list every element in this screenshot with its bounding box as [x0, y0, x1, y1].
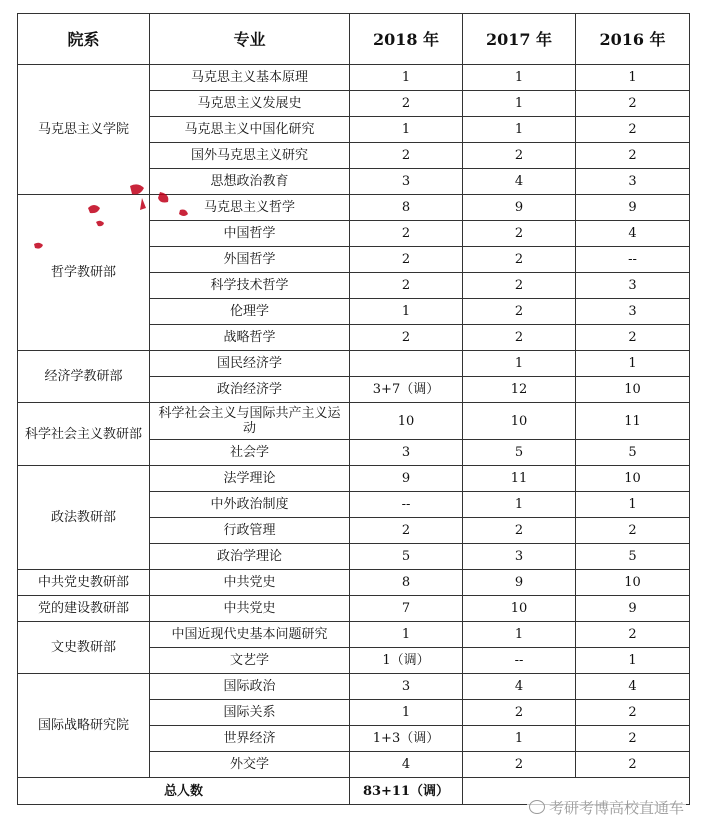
- value-2017-cell: 2: [463, 247, 576, 273]
- value-2016-cell: 3: [576, 169, 690, 195]
- major-cell: 行政管理: [150, 518, 350, 544]
- major-cell: 社会学: [150, 440, 350, 466]
- watermark: [527, 797, 686, 818]
- dept-cell: 科学社会主义教研部: [18, 403, 150, 466]
- major-cell: 战略哲学: [150, 325, 350, 351]
- value-2016-cell: 2: [576, 700, 690, 726]
- dept-cell: 文史教研部: [18, 622, 150, 674]
- value-2018-cell: 3: [350, 440, 463, 466]
- value-2018-cell: 3: [350, 674, 463, 700]
- value-2018-cell: 8: [350, 195, 463, 221]
- value-2016-cell: 2: [576, 622, 690, 648]
- value-2018-cell: 1: [350, 700, 463, 726]
- value-2016-cell: 5: [576, 440, 690, 466]
- value-2018-cell: 2: [350, 143, 463, 169]
- value-2016-cell: 2: [576, 91, 690, 117]
- value-2017-cell: 2: [463, 518, 576, 544]
- dept-cell: 马克思主义学院: [18, 65, 150, 195]
- major-cell: 马克思主义基本原理: [150, 65, 350, 91]
- value-2017-cell: 2: [463, 752, 576, 778]
- major-cell: 科学技术哲学: [150, 273, 350, 299]
- value-2016-cell: 2: [576, 726, 690, 752]
- value-2016-cell: 9: [576, 596, 690, 622]
- dept-cell: 经济学教研部: [18, 351, 150, 403]
- value-2016-cell: 10: [576, 466, 690, 492]
- major-cell: 外国哲学: [150, 247, 350, 273]
- major-cell: 中外政治制度: [150, 492, 350, 518]
- value-2017-cell: 1: [463, 65, 576, 91]
- major-cell: 国际政治: [150, 674, 350, 700]
- value-2018-cell: 9: [350, 466, 463, 492]
- value-2018-cell: 3: [350, 169, 463, 195]
- value-2016-cell: 1: [576, 648, 690, 674]
- major-cell: 政治经济学: [150, 377, 350, 403]
- value-2018-cell: 1: [350, 299, 463, 325]
- value-2018-cell: 1（调）: [350, 648, 463, 674]
- value-2018-cell: 2: [350, 91, 463, 117]
- major-cell: 法学理论: [150, 466, 350, 492]
- value-2016-cell: 2: [576, 752, 690, 778]
- value-2017-cell: 2: [463, 299, 576, 325]
- value-2016-cell: 2: [576, 117, 690, 143]
- value-2018-cell: 1: [350, 622, 463, 648]
- value-2016-cell: 2: [576, 143, 690, 169]
- value-2018-cell: 2: [350, 273, 463, 299]
- major-cell: 国民经济学: [150, 351, 350, 377]
- total-label: 总人数: [18, 778, 350, 805]
- table-row: [18, 65, 690, 91]
- table-row: [18, 622, 690, 648]
- value-2017-cell: 12: [463, 377, 576, 403]
- value-2017-cell: 1: [463, 117, 576, 143]
- value-2018-cell: 1: [350, 65, 463, 91]
- value-2017-cell: 2: [463, 221, 576, 247]
- value-2018-cell: 8: [350, 570, 463, 596]
- value-2017-cell: 10: [463, 596, 576, 622]
- value-2017-cell: 10: [463, 403, 576, 440]
- value-2018-cell: 3+7（调）: [350, 377, 463, 403]
- value-2018-cell: --: [350, 492, 463, 518]
- value-2017-cell: 1: [463, 622, 576, 648]
- major-cell: 国际关系: [150, 700, 350, 726]
- major-cell: 马克思主义中国化研究: [150, 117, 350, 143]
- major-cell: 世界经济: [150, 726, 350, 752]
- value-2017-cell: 1: [463, 351, 576, 377]
- major-cell: 文艺学: [150, 648, 350, 674]
- major-cell: 思想政治教育: [150, 169, 350, 195]
- admissions-table: [17, 13, 690, 805]
- header-dept: 院系: [18, 14, 150, 65]
- major-cell: 伦理学: [150, 299, 350, 325]
- value-2016-cell: 1: [576, 492, 690, 518]
- header-2017: 2017 年: [463, 14, 576, 65]
- major-cell: 马克思主义哲学: [150, 195, 350, 221]
- table-body: [18, 65, 690, 805]
- value-2017-cell: 1: [463, 726, 576, 752]
- value-2018-cell: 7: [350, 596, 463, 622]
- table-row: [18, 466, 690, 492]
- value-2018-cell: 5: [350, 544, 463, 570]
- table-row: [18, 570, 690, 596]
- table-row: [18, 351, 690, 377]
- header-2018: 2018 年: [350, 14, 463, 65]
- total-2018: 83+11（调）: [350, 778, 463, 805]
- value-2018-cell: 10: [350, 403, 463, 440]
- value-2017-cell: 2: [463, 700, 576, 726]
- value-2016-cell: 10: [576, 570, 690, 596]
- major-cell: 外交学: [150, 752, 350, 778]
- value-2016-cell: 4: [576, 221, 690, 247]
- value-2016-cell: 10: [576, 377, 690, 403]
- value-2017-cell: 11: [463, 466, 576, 492]
- value-2016-cell: 1: [576, 65, 690, 91]
- dept-cell: 国际战略研究院: [18, 674, 150, 778]
- value-2016-cell: 4: [576, 674, 690, 700]
- value-2017-cell: 2: [463, 143, 576, 169]
- dept-cell: 中共党史教研部: [18, 570, 150, 596]
- major-cell: 中共党史: [150, 570, 350, 596]
- value-2016-cell: 3: [576, 273, 690, 299]
- value-2016-cell: 9: [576, 195, 690, 221]
- value-2016-cell: 5: [576, 544, 690, 570]
- value-2018-cell: 2: [350, 221, 463, 247]
- header-major: 专业: [150, 14, 350, 65]
- value-2018-cell: 2: [350, 325, 463, 351]
- value-2017-cell: 3: [463, 544, 576, 570]
- value-2016-cell: 11: [576, 403, 690, 440]
- major-cell: 政治学理论: [150, 544, 350, 570]
- table-row: [18, 596, 690, 622]
- value-2016-cell: --: [576, 247, 690, 273]
- value-2018-cell: 4: [350, 752, 463, 778]
- major-cell: 中国哲学: [150, 221, 350, 247]
- value-2017-cell: --: [463, 648, 576, 674]
- value-2017-cell: 9: [463, 195, 576, 221]
- header-row: [18, 14, 690, 65]
- value-2018-cell: 2: [350, 247, 463, 273]
- value-2017-cell: 2: [463, 273, 576, 299]
- major-cell: 中国近现代史基本问题研究: [150, 622, 350, 648]
- value-2016-cell: 1: [576, 351, 690, 377]
- table-row: [18, 195, 690, 221]
- value-2016-cell: 2: [576, 518, 690, 544]
- dept-cell: 哲学教研部: [18, 195, 150, 351]
- header-2016: 2016 年: [576, 14, 690, 65]
- value-2017-cell: 1: [463, 492, 576, 518]
- value-2016-cell: 2: [576, 325, 690, 351]
- value-2016-cell: 3: [576, 299, 690, 325]
- value-2018-cell: 1: [350, 117, 463, 143]
- major-cell: 中共党史: [150, 596, 350, 622]
- table-row: [18, 403, 690, 440]
- value-2017-cell: 2: [463, 325, 576, 351]
- dept-cell: 政法教研部: [18, 466, 150, 570]
- value-2017-cell: 4: [463, 674, 576, 700]
- major-cell: 马克思主义发展史: [150, 91, 350, 117]
- watermark-text: 考研考博高校直通车: [548, 799, 684, 817]
- major-cell: 科学社会主义与国际共产主义运动: [150, 403, 350, 440]
- dept-cell: 党的建设教研部: [18, 596, 150, 622]
- value-2017-cell: 5: [463, 440, 576, 466]
- wechat-icon: [529, 800, 545, 814]
- value-2018-cell: 1+3（调）: [350, 726, 463, 752]
- table-row: [18, 674, 690, 700]
- value-2017-cell: 1: [463, 91, 576, 117]
- major-cell: 国外马克思主义研究: [150, 143, 350, 169]
- value-2017-cell: 9: [463, 570, 576, 596]
- value-2017-cell: 4: [463, 169, 576, 195]
- value-2018-cell: [350, 351, 463, 377]
- value-2018-cell: 2: [350, 518, 463, 544]
